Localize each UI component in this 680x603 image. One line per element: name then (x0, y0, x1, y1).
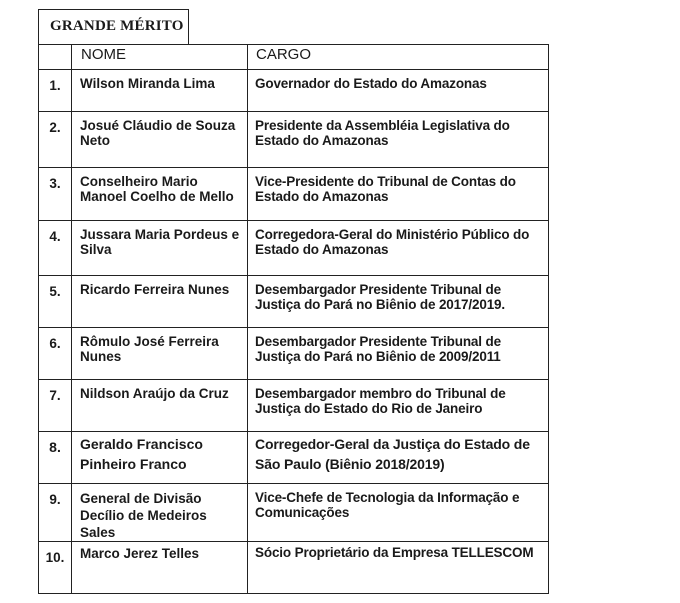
row-cargo: Corregedor-Geral da Justiça do Estado de São Paulo (Biênio 2018/2019) (248, 432, 549, 484)
table-row (39, 328, 549, 380)
row-nome: Ricardo Ferreira Nunes (72, 276, 248, 328)
row-number: 3. (39, 168, 72, 221)
row-nome: Conselheiro Mario Manoel Coelho de Mello (72, 168, 248, 221)
row-cargo: Vice-Presidente do Tribunal de Contas do Estado do Amazonas (248, 168, 549, 221)
row-number: 4. (39, 221, 72, 276)
table-row (39, 276, 549, 328)
table-row (39, 542, 549, 594)
row-nome: Jussara Maria Pordeus e Silva (72, 221, 248, 276)
table-row (39, 380, 549, 432)
table-header-row (39, 45, 549, 70)
row-cargo: Sócio Proprietário da Empresa TELLESCOM (248, 542, 549, 594)
row-number: 5. (39, 276, 72, 328)
row-number: 1. (39, 70, 72, 112)
header-cargo: CARGO (248, 45, 549, 70)
merit-table (38, 44, 549, 594)
row-number: 9. (39, 484, 72, 542)
row-number: 2. (39, 112, 72, 168)
table-row (39, 70, 549, 112)
header-nome: NOME (72, 45, 248, 70)
row-number: 7. (39, 380, 72, 432)
row-number: 6. (39, 328, 72, 380)
row-nome: Geraldo Francisco Pinheiro Franco (72, 432, 248, 484)
row-nome: Marco Jerez Telles (72, 542, 248, 594)
document-title: GRANDE MÉRITO (38, 9, 189, 44)
table-row (39, 432, 549, 484)
row-number: 8. (39, 432, 72, 484)
row-cargo: Desembargador membro do Tribunal de Justiça do Estado do Rio de Janeiro (248, 380, 549, 432)
row-cargo: Desembargador Presidente Tribunal de Justiça do Pará no Biênio de 2017/2019. (248, 276, 549, 328)
table-row (39, 221, 549, 276)
row-cargo: Desembargador Presidente Tribunal de Justiça do Pará no Biênio de 2009/2011 (248, 328, 549, 380)
row-nome: Rômulo José Ferreira Nunes (72, 328, 248, 380)
table-row (39, 112, 549, 168)
row-nome: Josué Cláudio de Souza Neto (72, 112, 248, 168)
header-number (39, 45, 72, 70)
row-cargo: Corregedora-Geral do Ministério Público do Estado do Amazonas (248, 221, 549, 276)
row-cargo: Presidente da Assembléia Legislativa do Estado do Amazonas (248, 112, 549, 168)
row-cargo: Vice-Chefe de Tecnologia da Informação e Comunicações (248, 484, 549, 542)
row-cargo: Governador do Estado do Amazonas (248, 70, 549, 112)
table-row (39, 484, 549, 542)
row-nome: Nildson Araújo da Cruz (72, 380, 248, 432)
table-row (39, 168, 549, 221)
row-number: 10. (39, 542, 72, 594)
row-nome: General de Divisão Decílio de Medeiros Sales (72, 484, 248, 542)
row-nome: Wilson Miranda Lima (72, 70, 248, 112)
